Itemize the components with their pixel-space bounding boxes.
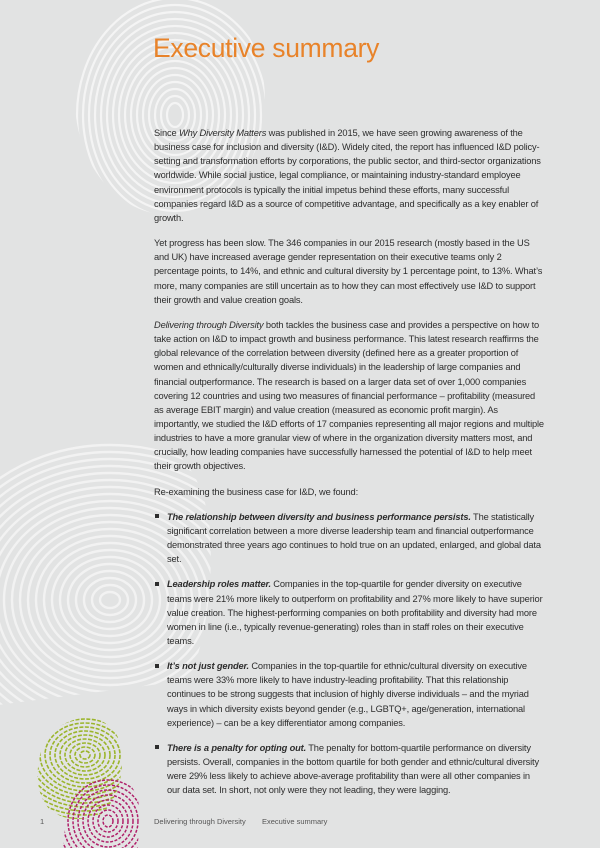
- body-content: [154, 126, 544, 809]
- progress-paragraph: Yet progress has been slow. The 346 companies in our 2015 research (mostly based in the US and UK) have increased average gender representation on their executive teams only 2 percentage points, to 14%, and ethnic and cultural diversity by 1 percentage point, to 13%. What’s more, many companies are still uncertain as to how they can most effectively use I&D to support their growth and value creation goals.: [154, 238, 543, 305]
- findings-list: [154, 510, 544, 798]
- finding-body: The statistically significant correlation between a more diverse leadership team and financial outperformance demonstrated three years ago continues to hold true on an updated, enlarged, and global data set.: [167, 511, 541, 565]
- bullet-icon: [155, 664, 159, 668]
- footer-publication: Delivering through Diversity: [154, 817, 246, 826]
- footer-section: Executive summary: [262, 817, 328, 826]
- intro-paragraph: [154, 126, 544, 225]
- finding-item: [154, 510, 544, 567]
- finding-item: [154, 741, 544, 798]
- bullet-icon: [155, 582, 159, 586]
- page-number: 1: [40, 817, 45, 826]
- report-title-ref: Delivering through Diversity: [154, 319, 264, 330]
- finding-item: [154, 659, 544, 730]
- report-title-ref: Why Diversity Matters: [178, 128, 267, 138]
- finding-body: The penalty for bottom-quartile performance on diversity persists. Overall, companies in the bottom quartile for both gender and ethnic/cultural diversity were 29% less likely to achieve above-average profitability than were all other companies in our data set. In short, not only were they not leading, they were lagging.: [167, 742, 539, 796]
- research-text: both tackles the business case and provides a perspective on how to take action on I&D to impact growth and business performance. This latest research reaffirms the global relevance of the correlation between diversity (defined here as a greater proportion of women and ethnically/culturally diverse individuals) in the leadership of large companies and financial outperformance. The research is based on a larger data set of over 1,000 companies covering 12 countries and using two measures of financial performance – profitability (measured as average EBIT margin) and value creation (measured as economic profit margin). As importantly, we studied the I&D efforts of 17 companies representing all major regions and multiple industries to have a more granular view of where in the organization diversity matters most, and crucially, how leading companies have successfully harnessed the potential of I&D to help meet their growth objectives.: [154, 319, 544, 472]
- finding-heading: The relationship between diversity and business performance persists.: [167, 511, 471, 522]
- finding-item: [154, 577, 544, 648]
- finding-body: Companies in the top-quartile for gender diversity on executive teams were 21% more likely to outperform on profitability and 27% more likely to have superior value creation. The highest-performing companies on both profitability and diversity had more women in line (i.e., typically revenue-generating) roles than in staff roles on their executive teams.: [167, 579, 543, 646]
- intro-text-rest: was published in 2015, we have seen growing awareness of the business case for inclusion and diversity (I&D). Widely cited, the report has influenced I&D policy-setting and transformation efforts by corporations, the public sector, and third-sector organizations worldwide. While social justice, legal compliance, or maintaining industry-standard employee environment protocols is typically the initial impetus behind these efforts, many successful companies regard I&D as a source of competitive advantage, and specifically as a key enabler of growth.: [154, 128, 541, 223]
- page-title: Executive summary: [153, 33, 380, 63]
- finding-body: Companies in the top-quartile for ethnic/cultural diversity on executive teams were 33% more likely to have industry-leading profitability. That this relationship continues to be strong suggests that inclusion of highly diverse individuals – and the myriad ways in which diversity exists beyond gender (e.g., LGBTQ+, age/generation, international experience) – can be a key differentiator among companies.: [167, 661, 529, 728]
- research-paragraph: [154, 318, 544, 474]
- finding-heading: Leadership roles matter.: [167, 579, 271, 590]
- bullet-icon: [155, 514, 159, 518]
- fingerprint-graphic-magenta: [63, 776, 143, 848]
- finding-heading: There is a penalty for opting out.: [167, 742, 307, 753]
- findings-intro: Re-examining the business case for I&D, we found:: [154, 486, 359, 497]
- bullet-icon: [155, 745, 159, 749]
- intro-text-start: Since: [154, 128, 179, 138]
- finding-heading: It’s not just gender.: [167, 661, 249, 672]
- fingerprint-graphic-green: [30, 715, 130, 825]
